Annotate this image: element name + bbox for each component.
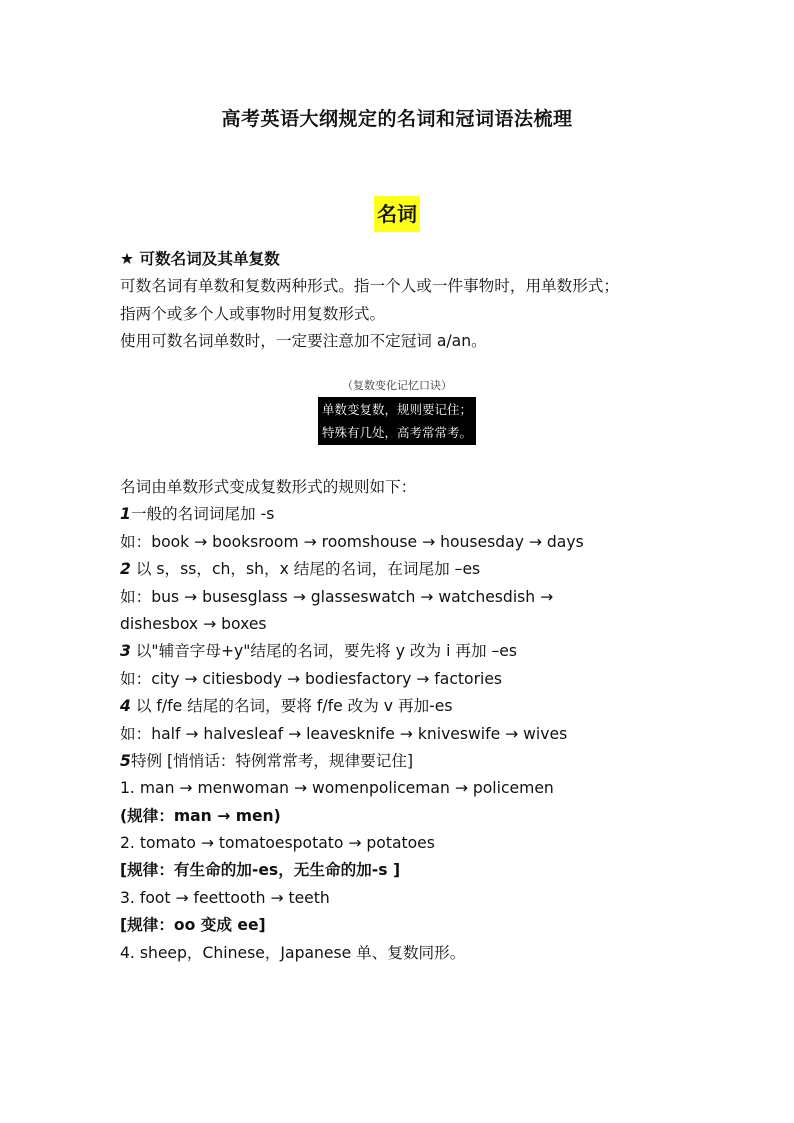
rule-1 [120, 501, 700, 528]
section-heading-row [0, 196, 794, 232]
subsection-heading: ★ 可数名词及其单复数 [120, 250, 280, 268]
special-case-rule: [规律：有生命的加-es，无生命的加-s ] [120, 861, 401, 880]
document-title: 高考英语大纲规定的名词和冠词语法梳理 [221, 108, 573, 130]
special-case-rule: [规律：oo 变成 ee] [120, 916, 266, 935]
rules-intro: 名词由单数形式变成复数形式的规则如下： [120, 478, 417, 496]
rule-number: 1 [120, 505, 131, 524]
rule-text: 特例 [悄悄话：特例常常考，规律要记住] [130, 751, 414, 770]
mnemonic-line: 特殊有几处，高考常常考。 [321, 425, 472, 440]
special-case: 1. man → menwoman → womenpoliceman → policemen [120, 779, 554, 798]
rule-4 [120, 693, 700, 720]
special-case: 4. sheep，Chinese，Japanese 单、复数同形。 [120, 943, 466, 962]
rule-number: 4 [120, 697, 131, 716]
mnemonic-box [318, 397, 476, 445]
rule-5 [120, 748, 700, 775]
mnemonic-caption: （复数变化记忆口诀） [342, 379, 452, 392]
intro-line: 可数名词有单数和复数两种形式。指一个人或一件事物时，用单数形式； [120, 277, 620, 296]
intro-line: 指两个或多个人或事物时用复数形式。 [120, 304, 386, 323]
intro-section [120, 246, 680, 356]
section-heading: 名词 [374, 196, 420, 232]
mnemonic-line: 单数变复数，规则要记住； [321, 402, 472, 417]
rule-text: 一般的名词词尾加 -s [130, 505, 275, 524]
rule-example: 如：city → citiesbody → bodiesfactory → factories [120, 669, 503, 688]
rule-number: 2 [120, 560, 131, 579]
intro-line: 使用可数名词单数时，一定要注意加不定冠词 a/an。 [120, 332, 487, 351]
mnemonic-block [0, 377, 794, 445]
rule-example: 如：half → halvesleaf → leavesknife → kniveswife → wives [120, 724, 568, 743]
rule-text: 以 f/fe 结尾的名词，要将 f/fe 改为 v 再加-es [135, 697, 453, 716]
special-case: 3. foot → feettooth → teeth [120, 888, 330, 907]
rule-number: 5 [120, 751, 131, 770]
rule-example: 如：bus → busesglass → glasseswatch → watchesdish → [120, 587, 554, 606]
rule-text: 以 s，ss，ch，sh，x 结尾的名词，在词尾加 –es [135, 560, 481, 579]
rule-number: 3 [120, 642, 131, 661]
rule-text: 以"辅音字母+y"结尾的名词，要先将 y 改为 i 再加 –es [135, 642, 518, 661]
rule-example: dishesbox → boxes [120, 614, 267, 633]
special-case: 2. tomato → tomatoespotato → potatoes [120, 834, 435, 853]
rule-2 [120, 556, 700, 583]
special-case-rule: (规律：man → men) [120, 806, 281, 825]
rule-example: 如：book → booksroom → roomshouse → housesday → days [120, 532, 584, 551]
rule-3 [120, 638, 700, 665]
plural-rules-section [120, 474, 700, 967]
